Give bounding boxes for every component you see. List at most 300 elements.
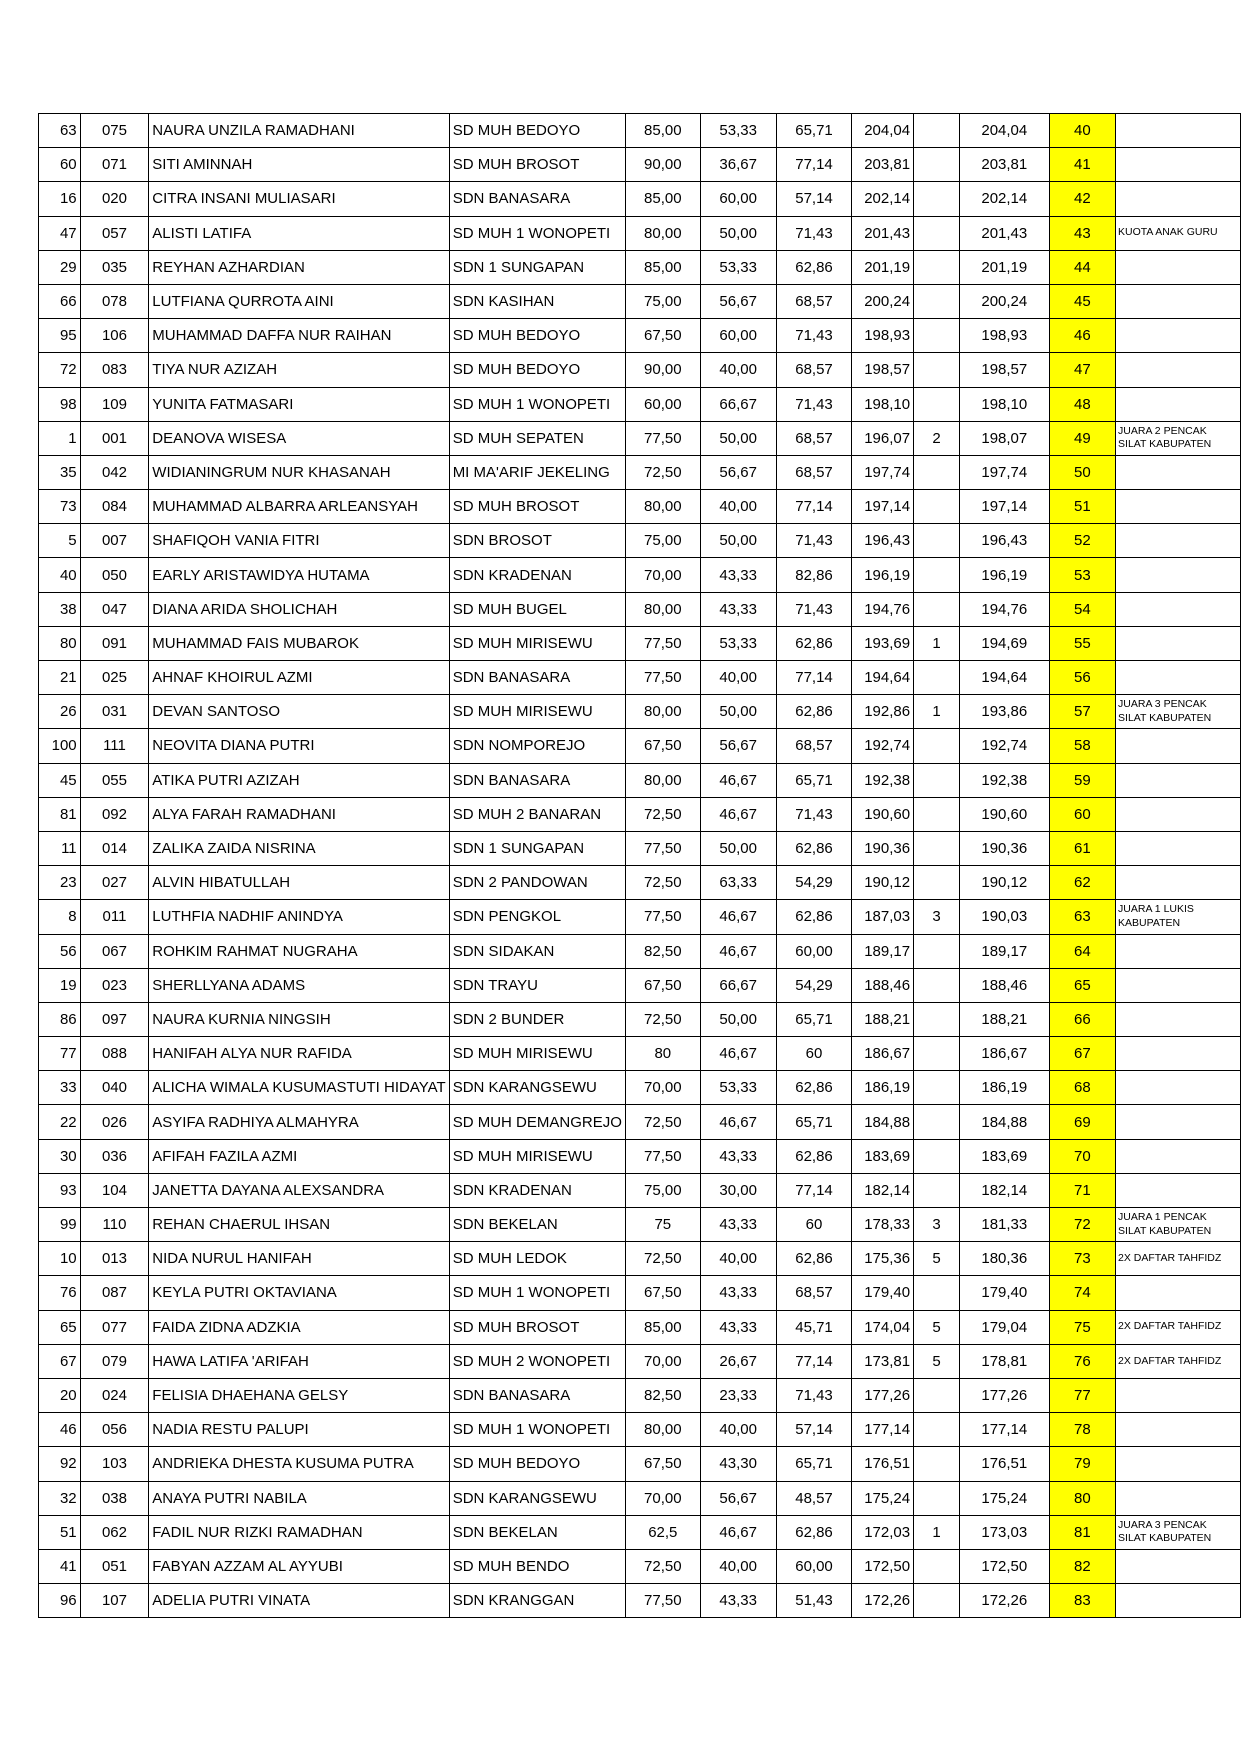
cell-bonus (914, 831, 960, 865)
cell-total: 192,74 (959, 729, 1049, 763)
cell-student-name: ATIKA PUTRI AZIZAH (149, 763, 449, 797)
cell-note: JUARA 2 PENCAK SILAT KABUPATEN (1116, 421, 1241, 455)
cell-student-name: LUTHFIA NADHIF ANINDYA (149, 900, 449, 934)
cell-number: 92 (39, 1447, 81, 1481)
cell-note: 2X DAFTAR TAHFIDZ (1116, 1242, 1241, 1276)
table-row (39, 797, 1241, 831)
cell-bonus (914, 1276, 960, 1310)
cell-total: 182,14 (959, 1173, 1049, 1207)
cell-bonus (914, 182, 960, 216)
cell-score-2: 43,33 (700, 1276, 776, 1310)
cell-rank: 40 (1049, 114, 1115, 148)
cell-number: 16 (39, 182, 81, 216)
cell-subtotal: 194,76 (852, 592, 914, 626)
table-row (39, 661, 1241, 695)
cell-school: SD MUH BEDOYO (449, 319, 625, 353)
cell-score-1: 75,00 (625, 284, 700, 318)
cell-score-2: 43,33 (700, 1310, 776, 1344)
cell-subtotal: 194,64 (852, 661, 914, 695)
cell-subtotal: 188,46 (852, 968, 914, 1002)
cell-score-1: 77,50 (625, 661, 700, 695)
cell-reg-code: 020 (80, 182, 149, 216)
cell-total: 190,12 (959, 866, 1049, 900)
table-row (39, 284, 1241, 318)
cell-score-3: 71,43 (776, 797, 852, 831)
cell-bonus (914, 866, 960, 900)
cell-rank: 83 (1049, 1584, 1115, 1618)
cell-score-1: 72,50 (625, 1105, 700, 1139)
cell-student-name: DIANA ARIDA SHOLICHAH (149, 592, 449, 626)
cell-score-1: 75,00 (625, 1173, 700, 1207)
cell-score-3: 62,86 (776, 1242, 852, 1276)
cell-note: JUARA 1 LUKIS KABUPATEN (1116, 900, 1241, 934)
cell-total: 190,60 (959, 797, 1049, 831)
cell-number: 5 (39, 524, 81, 558)
cell-bonus (914, 1173, 960, 1207)
cell-score-2: 43,33 (700, 558, 776, 592)
cell-reg-code: 078 (80, 284, 149, 318)
cell-total: 193,86 (959, 695, 1049, 729)
cell-student-name: NAURA KURNIA NINGSIH (149, 1002, 449, 1036)
cell-reg-code: 111 (80, 729, 149, 763)
cell-rank: 70 (1049, 1139, 1115, 1173)
cell-subtotal: 198,57 (852, 353, 914, 387)
cell-school: SDN SIDAKAN (449, 934, 625, 968)
cell-subtotal: 176,51 (852, 1447, 914, 1481)
table-body (39, 114, 1241, 1618)
cell-student-name: HANIFAH ALYA NUR RAFIDA (149, 1037, 449, 1071)
cell-student-name: SITI AMINNAH (149, 148, 449, 182)
cell-bonus (914, 1139, 960, 1173)
cell-school: SD MUH BEDOYO (449, 114, 625, 148)
cell-score-1: 77,50 (625, 831, 700, 865)
cell-school: SDN KARANGSEWU (449, 1481, 625, 1515)
cell-reg-code: 087 (80, 1276, 149, 1310)
cell-student-name: ROHKIM RAHMAT NUGRAHA (149, 934, 449, 968)
cell-score-3: 65,71 (776, 1447, 852, 1481)
cell-school: SD MUH BROSOT (449, 1310, 625, 1344)
cell-score-1: 70,00 (625, 1481, 700, 1515)
cell-note (1116, 182, 1241, 216)
cell-subtotal: 201,19 (852, 250, 914, 284)
cell-total: 189,17 (959, 934, 1049, 968)
cell-school: SD MUH 1 WONOPETI (449, 387, 625, 421)
cell-score-2: 50,00 (700, 831, 776, 865)
cell-score-1: 77,50 (625, 421, 700, 455)
cell-rank: 74 (1049, 1276, 1115, 1310)
cell-note (1116, 284, 1241, 318)
cell-subtotal: 172,50 (852, 1549, 914, 1583)
cell-student-name: JANETTA DAYANA ALEXSANDRA (149, 1173, 449, 1207)
cell-reg-code: 023 (80, 968, 149, 1002)
cell-rank: 50 (1049, 455, 1115, 489)
cell-score-2: 50,00 (700, 421, 776, 455)
cell-total: 194,76 (959, 592, 1049, 626)
table-row (39, 1515, 1241, 1549)
cell-score-1: 80 (625, 1037, 700, 1071)
cell-note (1116, 1173, 1241, 1207)
cell-note (1116, 353, 1241, 387)
cell-note (1116, 524, 1241, 558)
cell-bonus (914, 661, 960, 695)
cell-total: 196,19 (959, 558, 1049, 592)
cell-student-name: SHERLLYANA ADAMS (149, 968, 449, 1002)
cell-note (1116, 866, 1241, 900)
cell-number: 20 (39, 1378, 81, 1412)
cell-number: 29 (39, 250, 81, 284)
cell-school: SDN PENGKOL (449, 900, 625, 934)
cell-total: 172,50 (959, 1549, 1049, 1583)
table-row (39, 763, 1241, 797)
cell-subtotal: 192,38 (852, 763, 914, 797)
cell-note (1116, 763, 1241, 797)
cell-rank: 72 (1049, 1208, 1115, 1242)
cell-subtotal: 202,14 (852, 182, 914, 216)
cell-score-2: 56,67 (700, 1481, 776, 1515)
cell-subtotal: 175,36 (852, 1242, 914, 1276)
cell-score-1: 82,50 (625, 1378, 700, 1412)
table-row (39, 114, 1241, 148)
table-row (39, 1105, 1241, 1139)
cell-school: SDN 1 SUNGAPAN (449, 250, 625, 284)
cell-total: 194,69 (959, 626, 1049, 660)
cell-score-3: 68,57 (776, 421, 852, 455)
cell-score-2: 46,67 (700, 1037, 776, 1071)
cell-score-1: 67,50 (625, 319, 700, 353)
cell-bonus (914, 148, 960, 182)
cell-bonus (914, 1105, 960, 1139)
cell-total: 188,21 (959, 1002, 1049, 1036)
cell-number: 95 (39, 319, 81, 353)
cell-note (1116, 1481, 1241, 1515)
cell-reg-code: 024 (80, 1378, 149, 1412)
cell-reg-code: 109 (80, 387, 149, 421)
cell-score-1: 80,00 (625, 490, 700, 524)
cell-score-2: 46,67 (700, 763, 776, 797)
cell-student-name: NEOVITA DIANA PUTRI (149, 729, 449, 763)
cell-score-3: 65,71 (776, 763, 852, 797)
cell-note: KUOTA ANAK GURU (1116, 216, 1241, 250)
cell-score-2: 40,00 (700, 661, 776, 695)
cell-rank: 82 (1049, 1549, 1115, 1583)
cell-number: 38 (39, 592, 81, 626)
cell-school: SDN 2 BUNDER (449, 1002, 625, 1036)
cell-reg-code: 001 (80, 421, 149, 455)
cell-bonus (914, 114, 960, 148)
cell-school: SD MUH LEDOK (449, 1242, 625, 1276)
cell-subtotal: 182,14 (852, 1173, 914, 1207)
cell-bonus: 1 (914, 695, 960, 729)
cell-bonus (914, 1378, 960, 1412)
cell-score-3: 62,86 (776, 831, 852, 865)
cell-bonus (914, 353, 960, 387)
cell-total: 177,14 (959, 1413, 1049, 1447)
cell-rank: 77 (1049, 1378, 1115, 1412)
cell-bonus (914, 763, 960, 797)
cell-subtotal: 198,93 (852, 319, 914, 353)
table-row (39, 524, 1241, 558)
cell-total: 178,81 (959, 1344, 1049, 1378)
cell-score-3: 65,71 (776, 1002, 852, 1036)
cell-number: 65 (39, 1310, 81, 1344)
cell-student-name: ASYIFA RADHIYA ALMAHYRA (149, 1105, 449, 1139)
cell-rank: 61 (1049, 831, 1115, 865)
cell-school: SDN BROSOT (449, 524, 625, 558)
cell-score-3: 71,43 (776, 216, 852, 250)
table-row (39, 319, 1241, 353)
cell-school: SDN KARANGSEWU (449, 1071, 625, 1105)
table-row (39, 387, 1241, 421)
table-row (39, 216, 1241, 250)
cell-student-name: FELISIA DHAEHANA GELSY (149, 1378, 449, 1412)
cell-score-1: 80,00 (625, 592, 700, 626)
cell-total: 198,10 (959, 387, 1049, 421)
cell-score-1: 75 (625, 1208, 700, 1242)
cell-number: 8 (39, 900, 81, 934)
cell-score-2: 43,30 (700, 1447, 776, 1481)
cell-subtotal: 183,69 (852, 1139, 914, 1173)
cell-score-1: 60,00 (625, 387, 700, 421)
ranking-table (38, 113, 1241, 1618)
cell-bonus: 1 (914, 626, 960, 660)
cell-number: 11 (39, 831, 81, 865)
cell-score-1: 70,00 (625, 1071, 700, 1105)
cell-school: SD MUH BENDO (449, 1549, 625, 1583)
cell-school: SD MUH 1 WONOPETI (449, 1413, 625, 1447)
cell-note (1116, 1071, 1241, 1105)
table-row (39, 1071, 1241, 1105)
cell-reg-code: 007 (80, 524, 149, 558)
cell-note (1116, 1105, 1241, 1139)
cell-note: 2X DAFTAR TAHFIDZ (1116, 1310, 1241, 1344)
cell-total: 176,51 (959, 1447, 1049, 1481)
cell-bonus (914, 797, 960, 831)
cell-subtotal: 196,07 (852, 421, 914, 455)
cell-reg-code: 106 (80, 319, 149, 353)
cell-note (1116, 1549, 1241, 1583)
cell-total: 204,04 (959, 114, 1049, 148)
cell-note (1116, 250, 1241, 284)
cell-note (1116, 455, 1241, 489)
cell-note (1116, 934, 1241, 968)
cell-subtotal: 197,14 (852, 490, 914, 524)
cell-score-1: 72,50 (625, 455, 700, 489)
cell-score-3: 62,86 (776, 250, 852, 284)
cell-number: 47 (39, 216, 81, 250)
cell-total: 192,38 (959, 763, 1049, 797)
cell-student-name: YUNITA FATMASARI (149, 387, 449, 421)
cell-score-1: 72,50 (625, 1242, 700, 1276)
cell-number: 46 (39, 1413, 81, 1447)
cell-score-2: 46,67 (700, 900, 776, 934)
cell-school: SD MUH 1 WONOPETI (449, 1276, 625, 1310)
cell-score-1: 67,50 (625, 729, 700, 763)
cell-score-3: 62,86 (776, 1515, 852, 1549)
cell-score-1: 85,00 (625, 250, 700, 284)
cell-student-name: REHAN CHAERUL IHSAN (149, 1208, 449, 1242)
table-row (39, 1276, 1241, 1310)
cell-note: 2X DAFTAR TAHFIDZ (1116, 1344, 1241, 1378)
cell-bonus: 3 (914, 900, 960, 934)
cell-bonus (914, 490, 960, 524)
cell-number: 19 (39, 968, 81, 1002)
cell-reg-code: 088 (80, 1037, 149, 1071)
cell-school: SD MUH MIRISEWU (449, 1139, 625, 1173)
cell-score-3: 60 (776, 1208, 852, 1242)
cell-bonus: 5 (914, 1310, 960, 1344)
cell-rank: 60 (1049, 797, 1115, 831)
cell-score-2: 53,33 (700, 626, 776, 660)
cell-student-name: TIYA NUR AZIZAH (149, 353, 449, 387)
cell-rank: 47 (1049, 353, 1115, 387)
cell-score-2: 66,67 (700, 387, 776, 421)
cell-rank: 73 (1049, 1242, 1115, 1276)
cell-score-1: 70,00 (625, 558, 700, 592)
cell-rank: 69 (1049, 1105, 1115, 1139)
cell-school: SD MUH 1 WONOPETI (449, 216, 625, 250)
cell-number: 67 (39, 1344, 81, 1378)
cell-school: SDN 2 PANDOWAN (449, 866, 625, 900)
cell-student-name: EARLY ARISTAWIDYA HUTAMA (149, 558, 449, 592)
cell-student-name: ALVIN HIBATULLAH (149, 866, 449, 900)
cell-subtotal: 175,24 (852, 1481, 914, 1515)
table-row (39, 592, 1241, 626)
cell-note (1116, 114, 1241, 148)
cell-note (1116, 626, 1241, 660)
cell-number: 81 (39, 797, 81, 831)
cell-subtotal: 189,17 (852, 934, 914, 968)
cell-school: SDN BEKELAN (449, 1515, 625, 1549)
cell-number: 56 (39, 934, 81, 968)
cell-subtotal: 186,67 (852, 1037, 914, 1071)
cell-rank: 66 (1049, 1002, 1115, 1036)
cell-rank: 62 (1049, 866, 1115, 900)
cell-subtotal: 187,03 (852, 900, 914, 934)
cell-score-2: 23,33 (700, 1378, 776, 1412)
cell-number: 1 (39, 421, 81, 455)
cell-reg-code: 056 (80, 1413, 149, 1447)
cell-rank: 58 (1049, 729, 1115, 763)
table-row (39, 490, 1241, 524)
cell-school: SDN BANASARA (449, 661, 625, 695)
cell-student-name: AFIFAH FAZILA AZMI (149, 1139, 449, 1173)
cell-score-1: 80,00 (625, 216, 700, 250)
cell-rank: 81 (1049, 1515, 1115, 1549)
cell-reg-code: 103 (80, 1447, 149, 1481)
cell-school: SD MUH MIRISEWU (449, 695, 625, 729)
cell-school: SDN KRANGGAN (449, 1584, 625, 1618)
cell-note (1116, 831, 1241, 865)
cell-score-1: 77,50 (625, 900, 700, 934)
cell-school: SDN 1 SUNGAPAN (449, 831, 625, 865)
cell-school: MI MA'ARIF JEKELING (449, 455, 625, 489)
cell-subtotal: 198,10 (852, 387, 914, 421)
table-row (39, 1584, 1241, 1618)
cell-student-name: ALICHA WIMALA KUSUMASTUTI HIDAYAT (149, 1071, 449, 1105)
cell-total: 188,46 (959, 968, 1049, 1002)
cell-bonus (914, 1002, 960, 1036)
cell-rank: 53 (1049, 558, 1115, 592)
cell-score-1: 67,50 (625, 968, 700, 1002)
cell-student-name: FAIDA ZIDNA ADZKIA (149, 1310, 449, 1344)
cell-rank: 49 (1049, 421, 1115, 455)
cell-rank: 59 (1049, 763, 1115, 797)
cell-note (1116, 968, 1241, 1002)
cell-total: 197,14 (959, 490, 1049, 524)
cell-reg-code: 050 (80, 558, 149, 592)
cell-student-name: MUHAMMAD FAIS MUBAROK (149, 626, 449, 660)
cell-school: SDN TRAYU (449, 968, 625, 1002)
cell-subtotal: 172,03 (852, 1515, 914, 1549)
cell-reg-code: 026 (80, 1105, 149, 1139)
cell-school: SD MUH SEPATEN (449, 421, 625, 455)
cell-total: 190,03 (959, 900, 1049, 934)
cell-total: 197,74 (959, 455, 1049, 489)
cell-bonus (914, 729, 960, 763)
cell-reg-code: 014 (80, 831, 149, 865)
cell-reg-code: 027 (80, 866, 149, 900)
cell-reg-code: 084 (80, 490, 149, 524)
cell-total: 183,69 (959, 1139, 1049, 1173)
table-row (39, 968, 1241, 1002)
table-row (39, 1549, 1241, 1583)
cell-reg-code: 013 (80, 1242, 149, 1276)
cell-score-2: 43,33 (700, 592, 776, 626)
cell-score-2: 40,00 (700, 1549, 776, 1583)
cell-student-name: ANDRIEKA DHESTA KUSUMA PUTRA (149, 1447, 449, 1481)
cell-school: SD MUH BEDOYO (449, 1447, 625, 1481)
cell-student-name: CITRA INSANI MULIASARI (149, 182, 449, 216)
cell-total: 194,64 (959, 661, 1049, 695)
cell-student-name: LUTFIANA QURROTA AINI (149, 284, 449, 318)
cell-total: 179,04 (959, 1310, 1049, 1344)
cell-score-2: 56,67 (700, 729, 776, 763)
cell-school: SD MUH 2 BANARAN (449, 797, 625, 831)
cell-subtotal: 173,81 (852, 1344, 914, 1378)
cell-note (1116, 1276, 1241, 1310)
cell-subtotal: 184,88 (852, 1105, 914, 1139)
cell-reg-code: 097 (80, 1002, 149, 1036)
cell-student-name: ALISTI LATIFA (149, 216, 449, 250)
table-row (39, 1002, 1241, 1036)
cell-school: SDN NOMPOREJO (449, 729, 625, 763)
cell-note (1116, 1447, 1241, 1481)
cell-bonus (914, 1037, 960, 1071)
cell-reg-code: 038 (80, 1481, 149, 1515)
cell-rank: 52 (1049, 524, 1115, 558)
cell-reg-code: 055 (80, 763, 149, 797)
cell-score-2: 53,33 (700, 1071, 776, 1105)
cell-rank: 43 (1049, 216, 1115, 250)
cell-score-2: 30,00 (700, 1173, 776, 1207)
cell-school: SD MUH DEMANGREJO (449, 1105, 625, 1139)
cell-subtotal: 197,74 (852, 455, 914, 489)
cell-total: 186,19 (959, 1071, 1049, 1105)
cell-score-2: 36,67 (700, 148, 776, 182)
cell-note (1116, 558, 1241, 592)
table-row (39, 1413, 1241, 1447)
cell-rank: 48 (1049, 387, 1115, 421)
table-row (39, 182, 1241, 216)
cell-number: 72 (39, 353, 81, 387)
cell-total: 201,43 (959, 216, 1049, 250)
cell-school: SD MUH BUGEL (449, 592, 625, 626)
cell-bonus (914, 216, 960, 250)
table-row (39, 1310, 1241, 1344)
cell-subtotal: 188,21 (852, 1002, 914, 1036)
cell-number: 41 (39, 1549, 81, 1583)
cell-total: 186,67 (959, 1037, 1049, 1071)
